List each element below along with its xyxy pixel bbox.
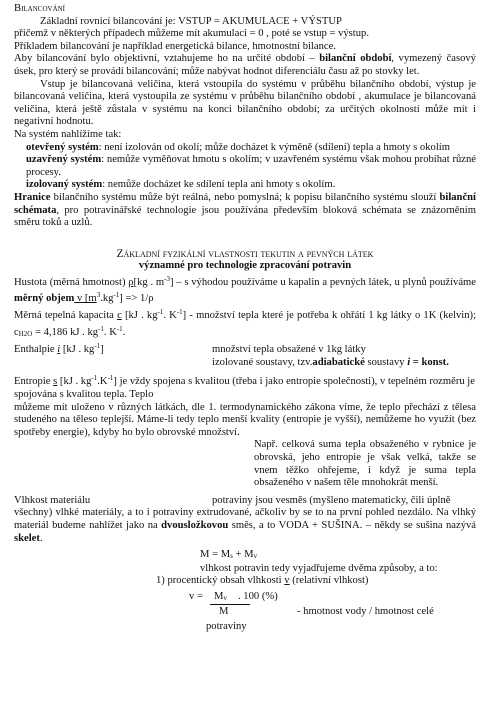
text: [kJ . kg: [60, 344, 95, 356]
vlhkost-paragraph: [14, 507, 476, 545]
text: .K: [97, 376, 108, 388]
entropie-paragraph-2: můžeme mít uloženo v různých látkách, dle 1. termodynamického zákona víme, že teplo přechází z tělesa studeného na těleso teplejší. Máme-li tedy teplo menší kvality (entropie je vyšší), nemůžeme ho využít (bez spotřeby energie), kdyby ho bylo obrovské množství.: [14, 401, 476, 438]
text: ] => 1/ρ: [119, 293, 154, 305]
term-vlhkost: Vlhkost materiálu: [14, 494, 91, 506]
exponent: -1: [94, 342, 101, 351]
formula-lhs: v =: [189, 590, 203, 602]
text: .: [39, 532, 43, 544]
term-open-system: otevřený systém: [26, 141, 99, 153]
text: (relativní vlhkost): [289, 575, 369, 587]
text: izolované soustavy, tzv.: [212, 356, 313, 368]
text: [kJ . kg: [57, 376, 92, 388]
vlhkost-ways: vlhkost potravin tedy vyjadřujeme dvěma způsoby, a to:: [200, 562, 438, 574]
exponent: -1: [113, 291, 120, 300]
term-adiabaticke: adiabatické: [312, 356, 365, 368]
text: [kg . m: [133, 276, 165, 288]
paragraph-3: Vstup je bilancovaná veličina, která vstoupila do systému v průběhu bilančního období, výstup je bilancovaná veličina, která vystoupila ze systému v průběhu bilančního období , akumulace je bilancovaná veličina, která ještě zůstala v systému na konci bilančního období; za určitých okolností může mít i negativní hodnotu.: [14, 78, 476, 128]
hustota-paragraph: [14, 273, 476, 306]
exponent: -1: [176, 308, 183, 317]
text: .: [122, 326, 126, 338]
term-dvouslozkovou: dvousložkovou: [161, 519, 229, 531]
paragraph-4: Na systém nahlížíme tak:: [14, 128, 122, 140]
text: potraviny jsou vesměs (myšleno matematicky, čili úplně: [212, 494, 451, 506]
text: ]: [100, 344, 104, 356]
text: soustavy: [364, 356, 408, 368]
formula-description-2: potraviny: [206, 620, 247, 632]
document-page: [14, 3, 476, 634]
text: M = M: [200, 549, 231, 561]
exponent: -3: [164, 274, 170, 283]
formula-description: - hmotnost vody / hmotnost celé: [297, 605, 434, 617]
subscript: H2O: [18, 329, 33, 338]
term-skelet: skelet: [14, 532, 40, 544]
text: [kJ . kg: [121, 310, 158, 322]
term-bilancni-obdobi: bilanční období: [319, 53, 392, 65]
text: ] – s výhodou používáme u kapalin a pevných látek, u plynů používáme: [169, 276, 476, 288]
formula-numerator: [214, 591, 227, 605]
heading-bilancovani: Bilancování: [14, 3, 66, 14]
fraction-bar: [210, 604, 250, 605]
text: v [m: [74, 293, 97, 305]
text: : nemůže vyměňovat hmotu s okolím; v uzavřeném systému však mohou probíhat různé procesy.: [26, 154, 477, 178]
text: ] je vždy spojena s kvalitou (třeba i jako entropie společnosti), v tepelném rozměru je spojována s kvalitou tepla. Teplo: [14, 376, 475, 401]
text: : není izolován od okolí; může docházet k výměně (sdílení) tepla a hmoty s okolím: [98, 141, 450, 153]
symbol-s: s: [53, 376, 58, 388]
entropie-paragraph-3: Např. celková suma tepla obsaženého v rybnice je obrovská, jeho entropie je však velká, takže se vnem těžko ohřejeme, i když je suma tepla obsaženého v našem těle mnohokrát menší.: [254, 439, 476, 489]
system-isolated: [14, 179, 476, 192]
system-open: [14, 142, 476, 155]
text: Měrná tepelná kapacita: [14, 310, 118, 322]
term-hranice: Hranice: [14, 191, 51, 203]
text: Entropie: [14, 376, 54, 388]
text: množství tepla obsažené v 1kg látky: [212, 344, 366, 356]
text: M: [214, 590, 224, 602]
text: + M: [232, 549, 254, 561]
text: všechny) vlhké materiály, a to i potraviny extrudované, ačkoliv by se to na první pohled nezdálo. Na vlhký materiál budeme nahlížet jako na: [14, 507, 476, 531]
term-merny-objem: měrný objem: [14, 293, 75, 305]
section-title: Základní fyzikální vlastnosti tekutin a pevných látek: [116, 247, 374, 260]
text: , vymezený časový úsek, pro který se provádí bilancování; může nabývat hodnot diferenciálu času až po stovky let.: [14, 53, 476, 77]
text: .kg: [100, 293, 114, 305]
paragraph-1: [14, 16, 476, 29]
text: . K: [163, 310, 177, 322]
symbol-c: c: [117, 310, 122, 322]
text: . K: [103, 326, 117, 338]
system-closed: [14, 154, 476, 179]
text: 1) procentický obsah vlhkosti: [156, 575, 285, 587]
symbol-i: i: [57, 344, 61, 356]
text: = 4,186 kJ . kg: [32, 326, 99, 338]
text: bilančního systému může být reálná, nebo pomyslná; k popisu bilančního systému slouží: [50, 191, 440, 203]
text: Aby bilancování bylo objektivní, vztahujeme ho na určité období –: [14, 53, 320, 65]
text: , pro potravinářské technologie jsou používána především bloková schémata se znázorněním směru toků a uzlů.: [14, 204, 476, 229]
spacer: [14, 230, 476, 248]
text: Enthalpie: [14, 344, 58, 356]
text: Základní rovnicí bilancování je: VSTUP = AKUMULACE + VÝSTUP: [40, 15, 342, 27]
entropie-paragraph: [14, 372, 476, 401]
paragraph-1c: Příkladem bilancování je například energetická bilance, hmotnostní bilance.: [14, 40, 336, 52]
vlhkost-line: [14, 495, 476, 508]
term-closed-system: uzavřený systém: [26, 154, 102, 166]
enthalpie-line: [14, 340, 476, 357]
exponent: -1: [116, 324, 123, 333]
enthalpie-line-2: [14, 357, 476, 370]
symbol-rho: ρ: [128, 276, 134, 288]
paragraph-1b: přičemž v některých případech můžeme mít akumulaci = 0 , poté se vstup = výstup.: [14, 28, 369, 40]
term-isolated-system: izolovaný systém: [26, 179, 103, 191]
paragraph-5: [14, 192, 476, 230]
formula-rest: . 100 (%): [238, 590, 278, 602]
text: = konst.: [410, 356, 449, 368]
exponent: -1: [107, 374, 114, 383]
subscript: v: [223, 593, 227, 602]
exponent: 3: [96, 291, 101, 300]
mass-equation: [14, 549, 476, 563]
formula-denominator: M: [219, 605, 229, 617]
section-subtitle: významné pro technologie zpracování potravin: [138, 260, 352, 272]
exponent: -1: [98, 324, 104, 333]
list-item-1: [14, 575, 476, 588]
fraction-formula: [14, 590, 476, 634]
kapacita-paragraph: [14, 306, 476, 340]
symbol-v: v: [284, 575, 290, 587]
exponent: -1: [157, 308, 164, 317]
text: směs, a to VODA + SUŠINA. – někdy se sušina nazývá: [228, 519, 476, 531]
subscript: s: [230, 552, 233, 561]
text: Hustota (měrná hmotnost): [14, 276, 129, 288]
symbol-i: i: [407, 356, 411, 368]
text: ] - množství tepla které je potřeba k ohřátí 1 kg látky o 1K (kelvin); c: [14, 310, 477, 338]
paragraph-2: [14, 53, 476, 78]
text: : nemůže docházet ke sdílení tepla ani hmoty s okolím.: [102, 179, 336, 191]
exponent: -1: [91, 374, 98, 383]
term-bilancni-schemata: bilanční schémata: [14, 191, 476, 216]
subscript: v: [253, 552, 258, 561]
